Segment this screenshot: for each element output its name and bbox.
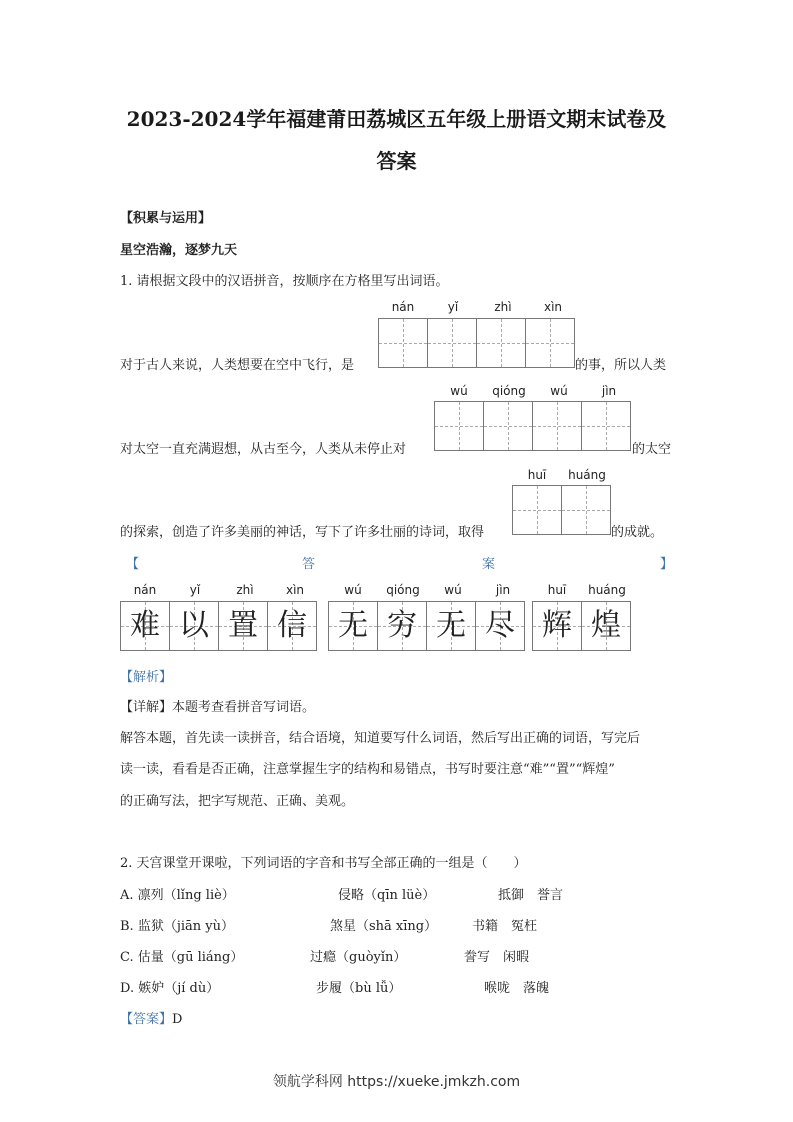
detail-label: 【详解】 xyxy=(120,700,173,715)
answer-grid-2 xyxy=(328,601,525,651)
pinyin: wú xyxy=(344,583,362,597)
grid-cell[interactable] xyxy=(513,486,562,534)
option-c-word3: 誊写 闲暇 xyxy=(464,950,530,965)
option-b-word3: 书籍 冤枉 xyxy=(472,919,538,934)
pinyin: huáng xyxy=(568,468,606,482)
passage-line-1-before: 对于古人来说，人类想要在空中飞行，是 xyxy=(120,358,355,373)
option-d-word3: 喉咙 落魄 xyxy=(484,981,550,996)
answer-char: 无 xyxy=(338,608,368,643)
grid-cell[interactable] xyxy=(428,319,477,367)
writing-grid-3[interactable] xyxy=(512,485,611,535)
answer-bracket-close: 】 xyxy=(660,557,674,572)
answer-grid-1 xyxy=(120,601,317,651)
grid-cell[interactable] xyxy=(533,402,582,450)
page-title-line1: 2023-2024学年福建莆田荔城区五年级上册语文期末试卷及 xyxy=(126,107,667,131)
option-c-label: C. 估量（gū liáng） xyxy=(120,950,244,965)
writing-grid-1[interactable] xyxy=(378,318,575,368)
pinyin: huáng xyxy=(588,583,626,597)
passage-line-3-after: 的成就。 xyxy=(611,525,664,540)
analysis-label: 【解析】 xyxy=(120,670,173,685)
explain-line-3: 的正确写法，把字写规范、正确、美观。 xyxy=(120,794,355,809)
passage-line-2-after: 的太空 xyxy=(632,442,672,457)
option-d-label: D. 嫉妒（jí dù） xyxy=(120,981,220,996)
passage-line-2-before: 对太空一直充满遐想，从古至今，人类从未停止对 xyxy=(120,442,407,457)
answer-pinyin-row-3 xyxy=(532,583,632,597)
option-a-label: A. 凛列（lǐng liè） xyxy=(120,888,235,903)
pinyin: xìn xyxy=(543,300,563,314)
grid-cell[interactable] xyxy=(562,486,610,534)
pinyin: wú xyxy=(444,583,462,597)
pinyin: yǐ xyxy=(447,300,459,314)
grid-cell[interactable] xyxy=(526,319,574,367)
pinyin: qióng xyxy=(492,384,526,398)
grid-cell[interactable] xyxy=(477,319,526,367)
detail-line xyxy=(120,696,315,715)
answer-label-char-2: 案 xyxy=(482,557,496,572)
pinyin: nán xyxy=(133,583,157,597)
explain-line-1: 解答本题，首先读一读拼音，结合语境，知道要写什么词语，然后写出正确的词语，写完后 xyxy=(120,731,641,746)
pinyin: jìn xyxy=(495,583,511,597)
answer-pinyin-row-2 xyxy=(328,583,528,597)
option-a-word2: 侵略（qīn lüè） xyxy=(338,888,436,903)
passage-line-3-before: 的探索，创造了许多美丽的神话，写下了许多壮丽的诗词，取得 xyxy=(120,525,485,540)
section-heading: 【积累与运用】 xyxy=(120,211,212,226)
footer-watermark: 领航学科网 https://xueke.jmkzh.com xyxy=(272,1074,521,1090)
explain-line-2: 读一读，看看是否正确，注意掌握生字的结构和易错点，书写时要注意“难”“置”“辉煌” xyxy=(120,762,615,777)
pinyin: zhì xyxy=(494,300,512,314)
page-title-line2: 答案 xyxy=(376,149,417,173)
pinyin: wú xyxy=(450,384,468,398)
answer-char: 穷 xyxy=(387,608,417,643)
grid-cell[interactable] xyxy=(379,319,428,367)
detail-text: 本题考查看拼音写词语。 xyxy=(172,700,316,715)
answer-char: 煌 xyxy=(591,608,621,643)
answer-char: 辉 xyxy=(542,608,572,643)
answer-char: 置 xyxy=(228,608,258,643)
q2-answer-line xyxy=(120,1008,182,1027)
answer-char: 尽 xyxy=(485,608,515,643)
option-a-word3: 抵御 誉言 xyxy=(498,888,564,903)
pinyin: huī xyxy=(547,583,567,597)
pinyin: xìn xyxy=(285,583,305,597)
answer-pinyin-row-1 xyxy=(120,583,320,597)
grid-cell[interactable] xyxy=(435,402,484,450)
question-2-prompt: 2. 天宫课堂开课啦，下列词语的字音和书写全部正确的一组是（ ） xyxy=(120,856,527,871)
option-c-word2: 过瘾（guòyǐn） xyxy=(310,950,407,965)
pinyin: wú xyxy=(550,384,568,398)
answer-bracket-open: 【 xyxy=(126,557,140,572)
pinyin: jìn xyxy=(601,384,617,398)
answer-char: 难 xyxy=(130,608,160,643)
pinyin: qióng xyxy=(386,583,420,597)
answer-char: 以 xyxy=(179,608,209,643)
pinyin: yǐ xyxy=(189,583,201,597)
option-b-label: B. 监狱（jiān yù） xyxy=(120,919,234,934)
pinyin: nán xyxy=(391,300,415,314)
grid-cell[interactable] xyxy=(484,402,533,450)
answer-char: 无 xyxy=(436,608,466,643)
answer-grid-3 xyxy=(532,601,631,651)
q2-answer-value: D xyxy=(172,1012,183,1027)
q2-answer-label: 【答案】 xyxy=(120,1012,173,1027)
answer-label-char-1: 答 xyxy=(302,557,316,572)
writing-grid-2[interactable] xyxy=(434,401,631,451)
question-1-prompt: 1. 请根据文段中的汉语拼音，按顺序在方格里写出词语。 xyxy=(120,274,449,289)
option-b-word2: 煞星（shā xīng） xyxy=(330,919,438,934)
pinyin: zhì xyxy=(236,583,254,597)
answer-char: 信 xyxy=(277,608,307,643)
subsection-heading: 星空浩瀚，逐梦九天 xyxy=(120,243,238,258)
option-d-word2: 步履（bù lǚ） xyxy=(316,981,402,996)
pinyin-row-2 xyxy=(434,384,634,398)
pinyin-row-1 xyxy=(378,300,578,314)
pinyin: huī xyxy=(527,468,547,482)
pinyin-row-3 xyxy=(512,468,612,482)
passage-line-1-after: 的事，所以人类 xyxy=(575,358,667,373)
grid-cell[interactable] xyxy=(582,402,630,450)
